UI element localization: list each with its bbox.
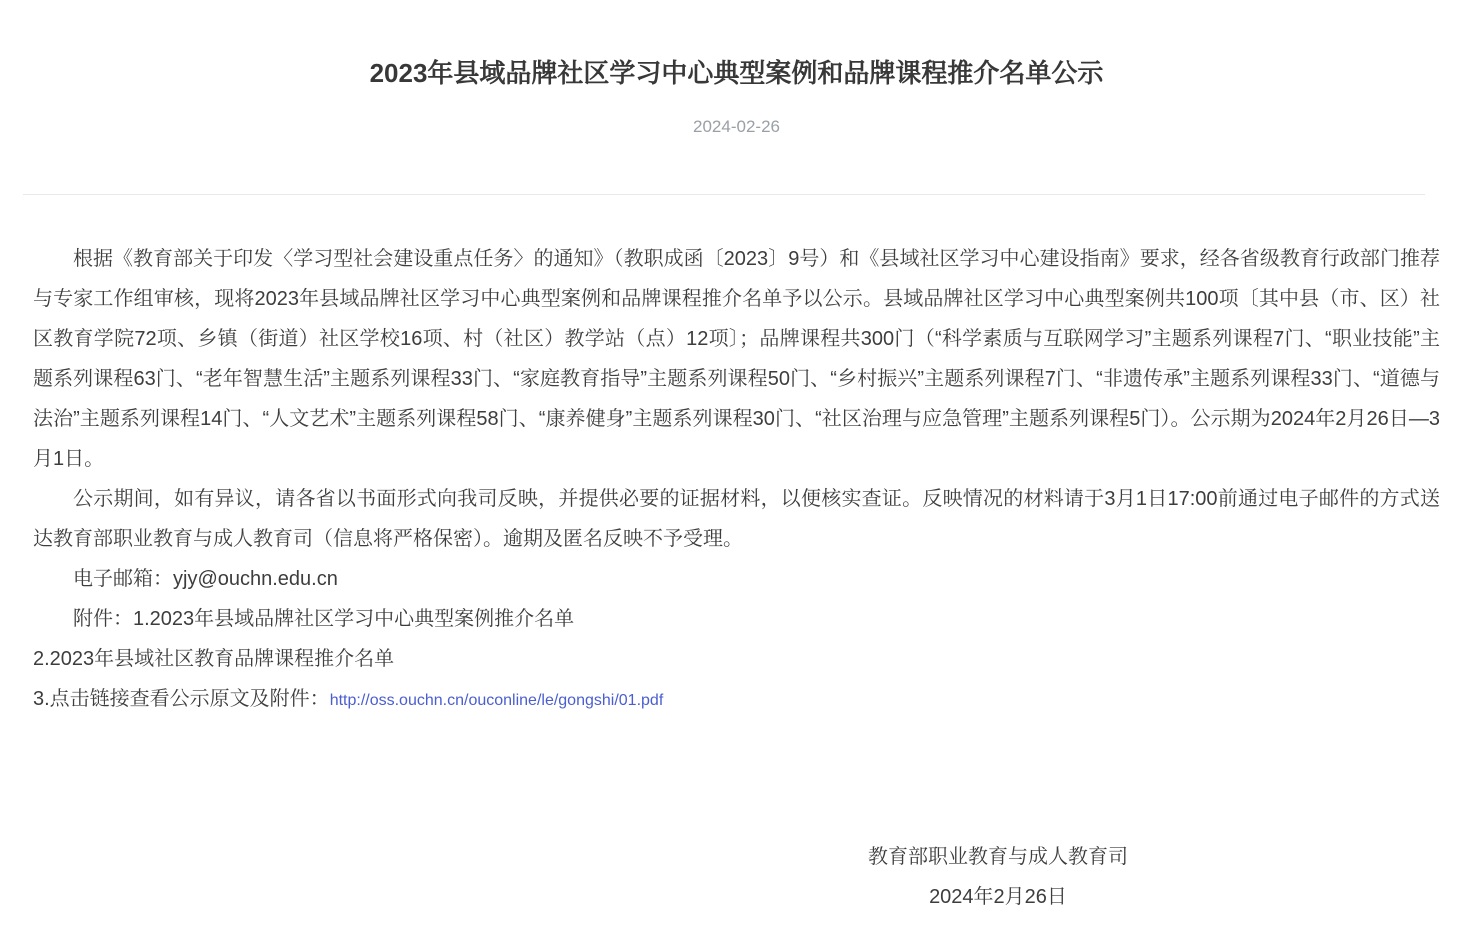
email-value: yjy@ouchn.edu.cn xyxy=(173,568,338,590)
email-label: 电子邮箱： xyxy=(73,568,173,590)
attachment-item-3-label: 3.点击链接查看公示原文及附件： xyxy=(33,688,330,710)
attachment-line-3 xyxy=(33,679,1440,721)
announcement-pdf-link[interactable]: http://oss.ouchn.cn/ouconline/le/gongshi/01.pdf xyxy=(329,692,664,709)
page-title: 2023年县域品牌社区学习中心典型案例和品牌课程推介名单公示 xyxy=(369,58,1104,88)
announcement-body xyxy=(33,239,1440,721)
attachment-item-2: 2.2023年县域社区教育品牌课程推介名单 xyxy=(33,648,395,670)
paragraph-objection-procedure: 公示期间，如有异议，请各省以书面形式向我司反映，并提供必要的证据材料，以便核实查证。反映情况的材料请于3月1日17:00前通过电子邮件的方式送达教育部职业教育与成人教育司（信息将严格保密）。逾期及匿名反映不予受理。 xyxy=(33,488,1440,550)
attachment-line-1 xyxy=(33,599,1440,639)
signature-block xyxy=(848,837,1148,917)
divider xyxy=(23,194,1425,195)
attachments-label: 附件： xyxy=(73,608,133,630)
publish-date: 2024-02-26 xyxy=(693,117,780,136)
paragraph-announcement: 根据《教育部关于印发〈学习型社会建设重点任务〉的通知》（教职成函〔2023〕9号）和《县域社区学习中心建设指南》要求，经各省级教育行政部门推荐与专家工作组审核，现将2023年县域品牌社区学习中心典型案例和品牌课程推介名单予以公示。县域品牌社区学习中心典型案例共100项〔其中县（市、区）社区教育学院72项、乡镇（街道）社区学校16项、村（社区）教学站（点）12项〕；品牌课程共300门（“科学素质与互联网学习”主题系列课程7门、“职业技能”主题系列课程63门、“老年智慧生活”主题系列课程33门、“家庭教育指导”主题系列课程50门、“乡村振兴”主题系列课程7门、“非遗传承”主题系列课程33门、“道德与法治”主题系列课程14门、“人文艺术”主题系列课程58门、“康养健身”主题系列课程30门、“社区治理与应急管理”主题系列课程5门）。公示期为2024年2月26日—3月1日。 xyxy=(33,248,1440,470)
signature-date: 2024年2月26日 xyxy=(929,886,1067,908)
email-line xyxy=(33,559,1440,599)
signature-department: 教育部职业教育与成人教育司 xyxy=(868,846,1128,868)
attachment-item-1: 1.2023年县域品牌社区学习中心典型案例推介名单 xyxy=(133,608,575,630)
